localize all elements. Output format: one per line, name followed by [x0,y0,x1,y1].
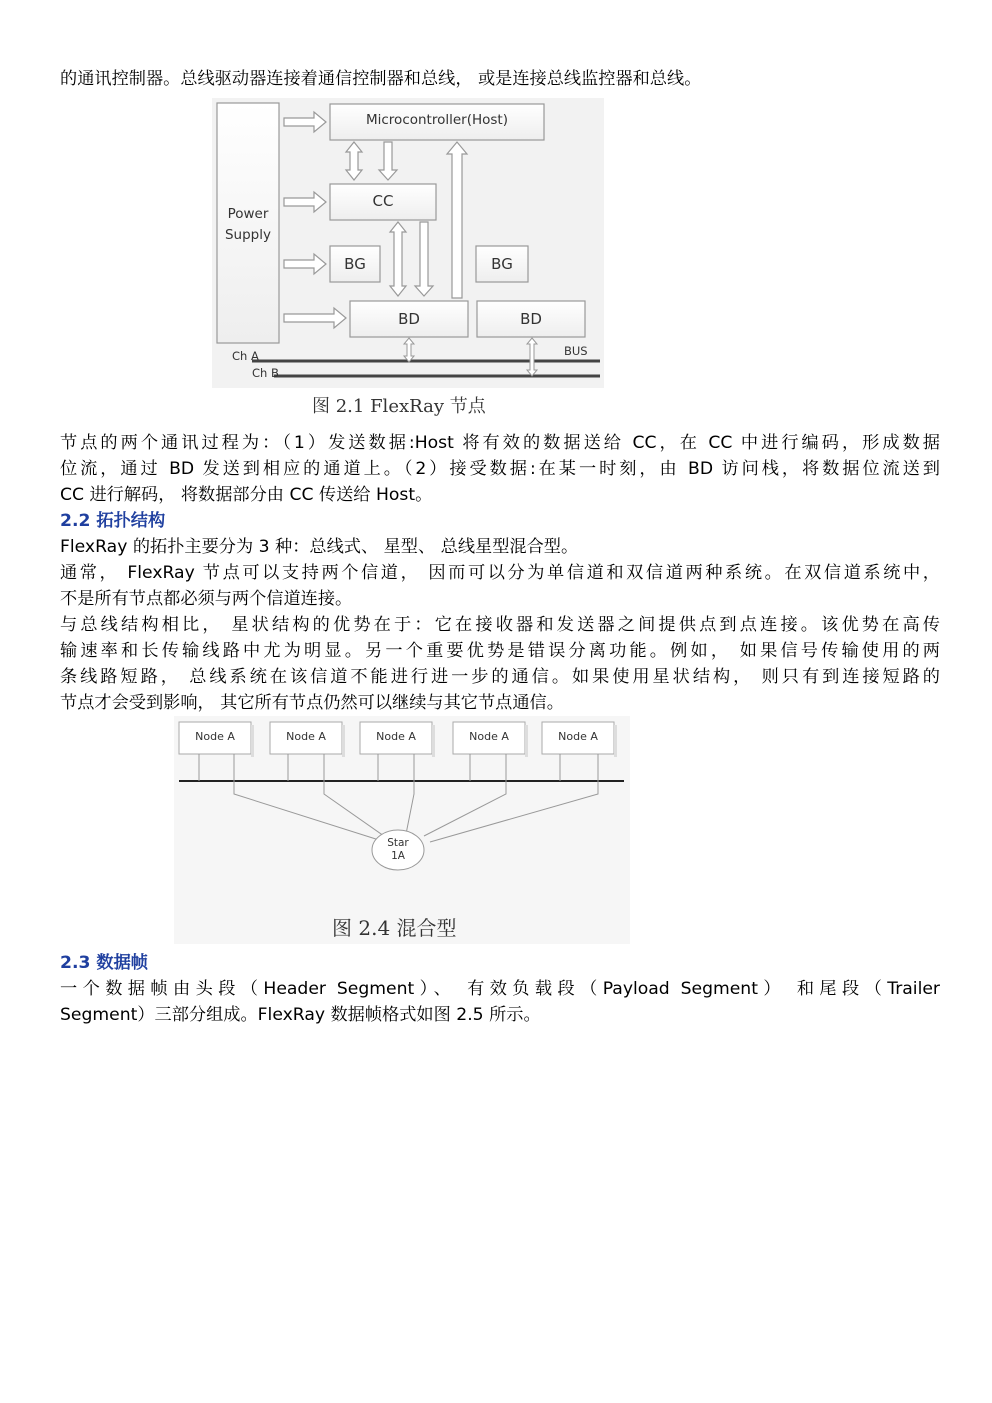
node-3-label: Node A [376,730,416,743]
star-label-line1: Star [387,837,409,849]
bus-label: BUS [564,344,588,358]
node-4-label: Node A [469,730,509,743]
star-label [372,837,424,863]
star-label-line2: 1A [391,850,405,862]
paragraph-node-process-2: 位流，通过 BD 发送到相应的通道上。（2）接受数据:在某一时刻，由 BD 访问栈，将数据位流送到 [60,459,940,479]
bg-right-label: BG [491,255,513,273]
node-2-label: Node A [286,730,326,743]
figure-hybrid-topology [174,716,630,944]
heading-data-frame: 2.3 数据帧 [60,953,148,973]
node-5-label: Node A [558,730,598,743]
power-supply-line2: Supply [224,227,271,243]
paragraph-star-3: 条线路短路， 总线系统在该信道不能进行进一步的通信。如果使用星状结构， 则只有到连接短路的 [60,667,940,687]
paragraph-frame-2: Segment）三部分组成。FlexRay 数据帧格式如图 2.5 所示。 [60,1005,541,1025]
paragraph-node-process-3: CC 进行解码， 将数据部分由 CC 传送给 Host。 [60,485,433,505]
power-supply-label [217,204,279,246]
paragraph-frame-1: 一个数据帧由头段（Header Segment）、 有效负载段（Payload Segment） 和尾段（Trailer [60,979,940,999]
paragraph-intro-end: 的通讯控制器。总线驱动器连接着通信控制器和总线， 或是连接总线监控器和总线。 [60,69,702,89]
paragraph-topology: FlexRay 的拓扑主要分为 3 种：总线式、 星型、 总线星型混合型。 [60,537,579,557]
microcontroller-label: Microcontroller(Host) [365,112,508,128]
paragraph-star-1: 与总线结构相比， 星状结构的优势在于：它在接收器和发送器之间提供点到点连接。该优势在高传 [60,615,940,635]
bg-left-label: BG [344,255,366,273]
paragraph-star-2: 输速率和长传输线路中尤为明显。另一个重要优势是错误分离功能。例如， 如果信号传输使用的两 [60,641,940,661]
ch-a-label: Ch A [232,349,259,363]
figure-2-1-caption: 图 2.1 FlexRay 节点 [312,396,486,417]
paragraph-channels-1: 通常， FlexRay 节点可以支持两个信道， 因而可以分为单信道和双信道两种系统。在双信道系统中， [60,563,940,583]
paragraph-node-process-1: 节点的两个通讯过程为：（1）发送数据:Host 将有效的数据送给 CC，在 CC 中进行编码，形成数据 [60,433,940,453]
figure-2-4-caption: 图 2.4 混合型 [332,916,457,940]
heading-topology: 2.2 拓扑结构 [60,511,166,531]
paragraph-star-4: 节点才会受到影响， 其它所有节点仍然可以继续与其它节点通信。 [60,693,564,713]
power-supply-line1: Power [227,206,269,222]
ch-b-label: Ch B [252,366,279,380]
hybrid-topology-diagram [174,716,630,944]
cc-label: CC [372,192,394,210]
figure-flexray-node [212,98,604,388]
paragraph-channels-2: 不是所有节点都必须与两个信道连接。 [60,589,353,609]
node-1-label: Node A [195,730,235,743]
bd-right-label: BD [520,310,542,328]
bd-left-label: BD [398,310,420,328]
